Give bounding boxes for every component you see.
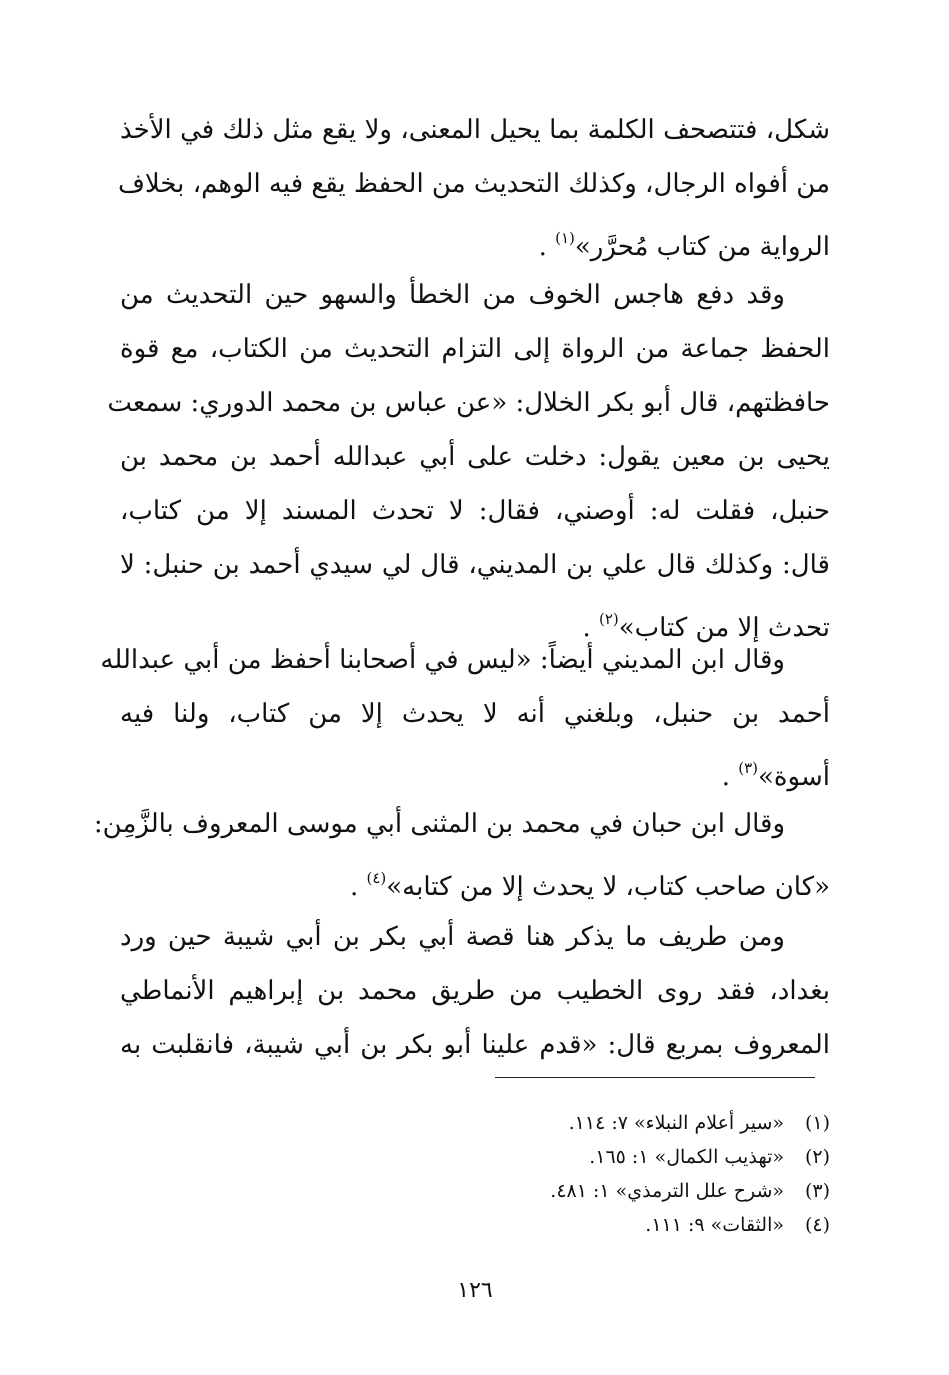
footnote-ref[interactable]: (٤): [366, 869, 387, 887]
paragraph-line: من أفواه الرجال، وكذلك التحديث من الحفظ يقع فيه الوهم، بخلاف: [117, 169, 830, 199]
footnote-3: [120, 1174, 830, 1208]
paragraph-line: حنبل، فقلت له: أوصني، فقال: لا تحدث المسند إلا من كتاب،: [120, 496, 830, 526]
footnote-text: «تهذيب الكمال» ١: ١٦٥.: [589, 1146, 784, 1168]
paragraph-4: [93, 797, 830, 905]
paragraph-line: وقال ابن حبان في محمد بن المثنى أبي موسى المعروف بالزَّمِن:: [93, 809, 785, 839]
footnote-ref[interactable]: (٣): [738, 759, 759, 777]
paragraph-2: [107, 268, 831, 646]
footnote-number: (٢): [804, 1146, 830, 1168]
paragraph-1: [117, 103, 830, 265]
document-page: [93, 0, 831, 1375]
footnote-separator: [495, 1077, 815, 1078]
footnote-text: «سير أعلام النبلاء» ٧: ١١٤.: [568, 1112, 784, 1134]
footnote-number: (٤): [804, 1214, 830, 1236]
paragraph-end: .: [721, 762, 730, 792]
footnote-number: (٣): [804, 1180, 830, 1202]
page-number: ١٢٦: [457, 1278, 493, 1303]
paragraph-line: يحيى بن معين يقول: دخلت على أبي عبدالله أحمد بن محمد بن: [120, 442, 830, 472]
paragraph-end: .: [538, 232, 547, 262]
paragraph-end: .: [349, 872, 359, 902]
paragraph-line: حافظتهم، قال أبو بكر الخلال: «عن عباس بن محمد الدوري: سمعت: [107, 388, 830, 418]
paragraph-line: وقال ابن المديني أيضاً: «ليس في أصحابنا أحفظ من أبي عبدالله: [100, 645, 785, 675]
footnote-ref[interactable]: (١): [555, 229, 575, 247]
footnote-text: «شرح علل الترمذي» ١: ٤٨١.: [550, 1180, 784, 1202]
paragraph-3: [100, 633, 830, 795]
footnotes-list: [120, 1106, 830, 1242]
paragraph-line: [120, 211, 830, 265]
paragraph-line-text: الرواية من كتاب مُحرَّر»: [574, 232, 830, 262]
paragraph-line: وقد دفع هاجس الخوف من الخطأ والسهو حين التحديث من: [120, 280, 785, 310]
paragraph-5: [120, 910, 830, 1072]
paragraph-line: بغداد، فقد روى الخطيب من طريق محمد بن إبراهيم الأنماطي: [120, 976, 830, 1006]
paragraph-line-text: تحدث إلا من كتاب»: [618, 613, 830, 643]
footnote-number: (١): [804, 1112, 830, 1134]
paragraph-line: قال: وكذلك قال علي بن المديني، قال لي سيدي أحمد بن حنبل: لا: [120, 550, 830, 580]
paragraph-line: الحفظ جماعة من الرواة إلى التزام التحديث من الكتاب، مع قوة: [120, 334, 831, 364]
paragraph-line: [120, 851, 830, 905]
paragraph-end: .: [582, 613, 591, 643]
paragraph-line: [120, 741, 830, 795]
footnote-1: [120, 1106, 830, 1140]
paragraph-line-text: «كان صاحب كتاب، لا يحدث إلا من كتابه»: [386, 872, 830, 902]
footnote-4: [120, 1208, 830, 1242]
paragraph-line: المعروف بمربع قال: «قدم علينا أبو بكر بن أبي شيبة، فانقلبت به: [120, 1030, 830, 1060]
footnote-2: [120, 1140, 830, 1174]
paragraph-line-text: أسوة»: [758, 762, 830, 792]
paragraph-line: ومن طريف ما يذكر هنا قصة أبي بكر بن أبي شيبة حين ورد: [120, 922, 785, 952]
footnote-ref[interactable]: (٢): [598, 610, 619, 628]
footnote-text: «الثقات» ٩: ١١١.: [645, 1214, 784, 1236]
paragraph-line: أحمد بن حنبل، وبلغني أنه لا يحدث إلا من كتاب، ولنا فيه: [120, 699, 830, 729]
paragraph-line: شكل، فتتصحف الكلمة بما يحيل المعنى، ولا يقع مثل ذلك في الأخذ: [120, 115, 830, 145]
